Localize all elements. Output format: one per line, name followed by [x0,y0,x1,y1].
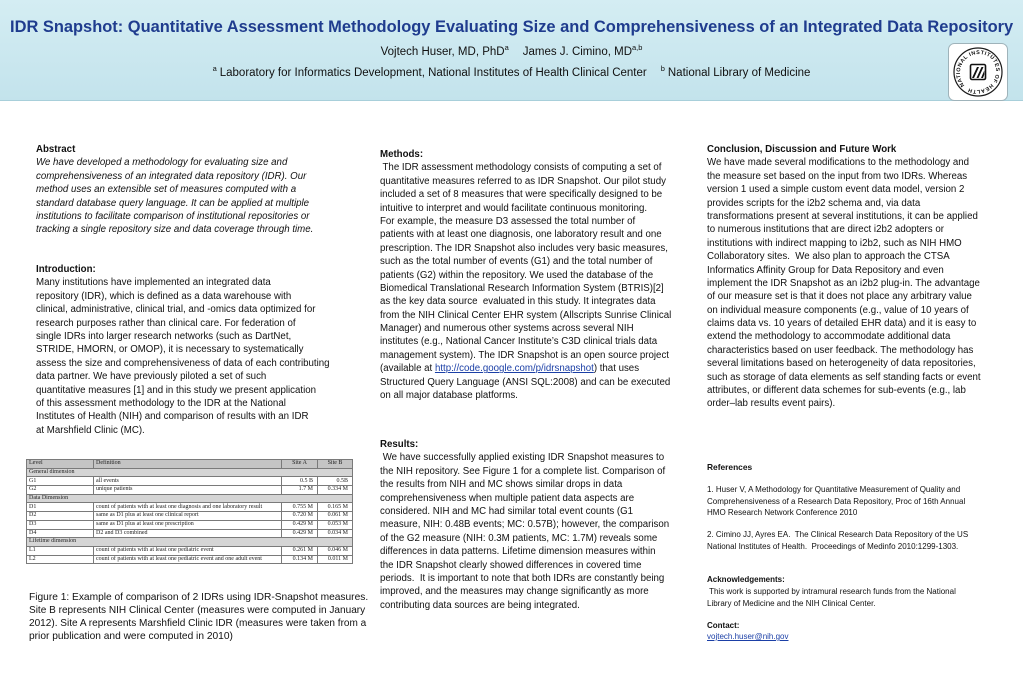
acknowledgements-heading-block [707,574,1012,586]
text-line: the NIH repository. See Figure 1 for a complete list. Comparison of [380,465,666,477]
text-line: institutes (e.g., National Cancer Institute’s C3D clinical trials data [380,336,658,348]
text-line: The IDR assessment methodology consists of computing a set of [380,162,662,174]
author-name: James J. Cimino, MD [522,45,633,58]
cell-site-b: 0.5B [318,477,353,486]
cell-definition: count of patients with at least one pediatric event and one adult event [94,555,282,564]
table-row [27,477,353,486]
table-row [27,555,353,564]
affiliation-mark: a [212,63,217,73]
nih-logo-icon [948,43,1008,101]
acknowledgements-body [707,586,1012,610]
affiliation-text: National Library of Medicine [667,66,811,79]
text-line: quantitative measures [1] and in this study we present application [36,384,317,396]
acknowledgements-heading: Acknowledgements: [707,575,785,584]
authors-line [0,44,1023,61]
methods-section [380,148,690,402]
cell-site-b: 0.053 M [318,520,353,529]
cell-definition: D2 and D3 combined [94,529,282,538]
text-segment: (available at [380,363,435,375]
text-line: provides scripts for the i2b2 schema and, via data [707,197,921,209]
text-line: measure, NIH: 0.48B events; MC: 0.57B); however, the comparison [380,519,670,531]
references-heading-block [707,461,1012,473]
contact-heading: Contact: [707,621,740,630]
text-segment: ) that uses [593,363,640,375]
project-url-link[interactable]: http://code.google.com/p/idrsnapshot [434,363,594,375]
text-line: management system). The IDR Snapshot is an open source project [380,349,669,361]
text-line: of our measure set is that it does not place any arbitrary value [707,291,972,303]
results-section [380,438,690,612]
text-line: Collaboratory sites. We also plan to approach the CTSA [707,251,950,263]
text-line [380,362,690,375]
affiliation-mark: a,b [632,42,643,52]
table-section-row [27,538,353,547]
text-line: considered. NIH and MC had similar total event counts (G1 [380,505,634,517]
section-label: General dimension [27,468,353,477]
text-line: patients with at least one diagnosis, one laboratory result and one [380,229,662,241]
cell-level: D1 [27,503,94,512]
cell-level: G2 [27,486,94,495]
text-line: contributing data sources are being integrated. [380,599,580,611]
text-line: We have successfully applied existing IDR Snapshot measures to [380,452,665,464]
text-line: prescription. The IDR Snapshot also includes very basic measures, [380,242,668,254]
text-line: Manager) and numerous other systems across several NIH [380,323,634,335]
affiliation-text: Laboratory for Informatics Development, National Institutes of Health Clinical Center [219,66,647,79]
introduction-heading: Introduction: [36,264,96,275]
introduction-section [36,263,344,437]
table-row [27,520,353,529]
conclusion-heading: Conclusion, Discussion and Future Work [707,144,897,155]
text-line: extend the methodology to accommodate additional data [707,331,951,343]
contact-email-link[interactable]: vojtech.huser@nih.gov [707,632,789,641]
text-line: patients (G2) within the repository. We used the database of the [380,269,654,281]
table-section-row [27,468,353,477]
cell-level: D2 [27,512,94,521]
cell-level: L2 [27,555,94,564]
header-band [0,0,1023,101]
text-line: several limitations based on heterogeneity of data repositories, [707,358,976,370]
text-line: at Marshfield Clinic (MC). [36,424,145,436]
text-line: Library of Medicine and the NIH Clinical Center. [707,599,876,608]
results-body [380,451,690,612]
text-line: as the key data source evaluated in this study. It integrates data [380,296,656,308]
affiliation-mark: b [660,63,665,73]
text-line: clinical, administrative, clinical trial, and -omics data optimized for [36,304,316,316]
text-line: the results from NIH and MC shows similar drops in data [380,479,623,491]
text-line: included a set of 8 measures that were specifically designed to be [380,189,663,201]
text-line: claims data vs. 10 years of detailed EHR data) and it is easy to [707,318,977,330]
text-line: transformations present at several institutions, it can be applied [707,210,978,222]
cell-level: D3 [27,520,94,529]
text-line: Comprehensiveness of a Research Data Repository, Proc of 16th Annual [707,496,966,506]
cell-site-b: 0.011 M [318,555,353,564]
text-line: attributes, or different data schemes for sub-events (e.g., lab [707,385,966,397]
poster-title: IDR Snapshot: Quantitative Assessment Methodology Evaluating Size and Comprehensiveness of an Integrated Data Repository [10,18,1014,36]
text-line: on all major database platforms. [380,390,518,402]
cell-site-a: 0.5 B [282,477,318,486]
text-line: HMO Research Network Conference 2010 [707,508,858,518]
cell-level: G1 [27,477,94,486]
text-line: intuitive to interpret and would facilitate continuous monitoring. [380,202,648,214]
cell-site-a: 1.7 M [282,486,318,495]
affiliation-mark: a [504,42,509,52]
text-line: characteristics based on user feedback. The methodology has [707,344,974,356]
reference-item [707,529,1012,552]
table-row [27,503,353,512]
text-line: improved, and the measures may change significantly as more [380,586,649,598]
cell-site-a: 0.134 M [282,555,318,564]
cell-site-a: 0.429 M [282,520,318,529]
text-line: Informatics Affinity Group for Data Repository and even [707,264,944,276]
figure1-table [26,459,353,564]
conclusion-section [707,143,1012,411]
methods-heading: Methods: [380,149,424,160]
cell-level: L1 [27,546,94,555]
column-header-site-b: Site B [318,460,353,469]
reference-item [707,484,1012,519]
affiliations-line [0,65,1023,82]
text-line: We have made several modifications to the methodology and [707,157,970,169]
text-line: periods. It is important to note that both IDRs are constantly being [380,572,665,584]
text-line: comprehensiveness of an integrated data repository (IDR). Our [36,170,307,182]
text-line: order–lab results event pairs). [707,398,836,410]
text-line: tracking a single repository size and data coverage through time. [36,224,314,236]
text-line: National Institutes of Health. Proceedings of Medinfo 2010:1299-1303. [707,541,959,551]
cell-definition: count of patients with at least one pediatric event [94,546,282,555]
text-line: method uses an extensible set of measures computed with a [36,184,297,196]
cell-site-a: 0.720 M [282,512,318,521]
cell-site-b: 0.165 M [318,503,353,512]
text-line: data partner. We have previously piloted a set of such [36,371,267,383]
table-row [27,486,353,495]
cell-definition: same as D1 plus at least one prescription [94,520,282,529]
text-line: comprehensiveness when multiple patient data aspects are [380,492,635,504]
cell-site-a: 0.261 M [282,546,318,555]
text-line: Institutes of Health (NIH) and comparison of results with an IDR [36,411,309,423]
text-line: single IDRs into larger research networks (such as DartNet, [36,330,292,342]
conclusion-body [707,156,1012,410]
text-line: institutions with indirect mapping to i2b2, such as NIH HMO [707,237,962,249]
column-header-site-a: Site A [282,460,318,469]
table-row [27,546,353,555]
text-line: Figure 1: Example of comparison of 2 IDRs using IDR-Snapshot measures. [29,591,369,603]
column-header-level: Level [27,460,94,469]
text-line: Many institutions have implemented an integrated data [36,277,271,289]
text-line: such as the total number of events (G1) and the total number of [380,256,653,268]
section-label: Lifetime dimension [27,538,353,547]
cell-definition: count of patients with at least one diagnosis and one laboratory result [94,503,282,512]
table-row [27,529,353,538]
cell-site-a: 0.755 M [282,503,318,512]
text-line: of the G2 measure (NIH: 0.3M patients, MC: 1.7M) reveals some [380,532,658,544]
text-line: the IDR Snapshot clearly showed differences in covered time [380,559,642,571]
text-line: 1. Huser V, A Methodology for Quantitative Measurement of Quality and [707,485,961,495]
text-line: We have developed a methodology for evaluating size and [36,157,288,169]
text-line: implement the IDR Snapshot as an i2b2 plug-in. The advantage [707,277,980,289]
abstract-body [36,156,344,236]
text-line: prior publication and were computed in 2010) [29,631,233,643]
introduction-body [36,276,344,437]
text-line: standard database query language. It can be applied at multiple [36,197,310,209]
author-name: Vojtech Huser, MD, PhD [380,45,505,58]
cell-site-a: 0.429 M [282,529,318,538]
text-line: version 1 used a simple custom event data model, version 2 [707,184,965,196]
cell-definition: unique patients [94,486,282,495]
cell-site-b: 0.334 M [318,486,353,495]
text-line: differences in data patterns. Lifetime dimension measures within [380,546,656,558]
text-line: research purposes rather than clinical care. For federation of [36,317,296,329]
logo-lettering: NATIONAL INSTITUTES OF HEALTH [955,49,1001,95]
figure1-caption [29,591,369,644]
text-line: 2. Cimino JJ, Ayres EA. The Clinical Research Data Repository of the US [707,530,969,540]
table-header-row [27,460,353,469]
contact-block [707,620,1012,643]
cell-definition: all events [94,477,282,486]
column-header-definition: Definition [94,460,282,469]
text-line: to numerous institutions that are direct i2b2 adopters or [707,224,944,236]
text-line: assess the size and comprehensiveness of data of each contributing [36,357,330,369]
text-line: the measure set based on the input from two IDRs. Whereas [707,170,968,182]
text-line: 2012). Site A represents Marshfield Clinic IDR (measures were taken from a [29,618,367,630]
table-section-row [27,494,353,503]
cell-site-b: 0.061 M [318,512,353,521]
text-line: from the NIH Clinical Center EHR system (Allscripts Sunrise Clinical [380,309,672,321]
text-line: Biomedical Translational Research Information System (BTRIS)[2] [380,282,664,294]
methods-body [380,161,690,402]
abstract-heading: Abstract [36,144,76,155]
text-line: Structured Query Language (ANSI SQL:2008) and can be executed [380,376,671,388]
section-label: Data Dimension [27,494,353,503]
text-line: quantitative measures referred to as IDR Snapshot. Our pilot study [380,175,666,187]
text-line: repository (IDR), which is defined as a data warehouse with [36,290,292,302]
cell-definition: same as D1 plus at least one clinical report [94,512,282,521]
text-line: institutions to facilitate comparison of institutional repositories or [36,210,310,222]
text-line: of this assessment methodology to the IDR at the National [36,397,286,409]
results-heading: Results: [380,439,419,450]
table-body [27,468,353,564]
text-line: For example, the measure D3 assessed the total number of [380,215,636,227]
text-line: STRIDE, HMORN, or OMOP), it is necessary to systematically [36,344,304,356]
references-heading: References [707,462,753,472]
cell-site-b: 0.034 M [318,529,353,538]
cell-site-b: 0.046 M [318,546,353,555]
text-line: such as storage of data elements as self standing facts or event [707,371,981,383]
table-row [27,512,353,521]
text-line: on individual measure components (e.g., value of 10 years of [707,304,969,316]
cell-level: D4 [27,529,94,538]
abstract-section [36,143,344,237]
text-line: Site B represents NIH Clinical Center (measures were computed in January [29,604,366,616]
text-line: This work is supported by intramural research funds from the National [707,587,956,596]
